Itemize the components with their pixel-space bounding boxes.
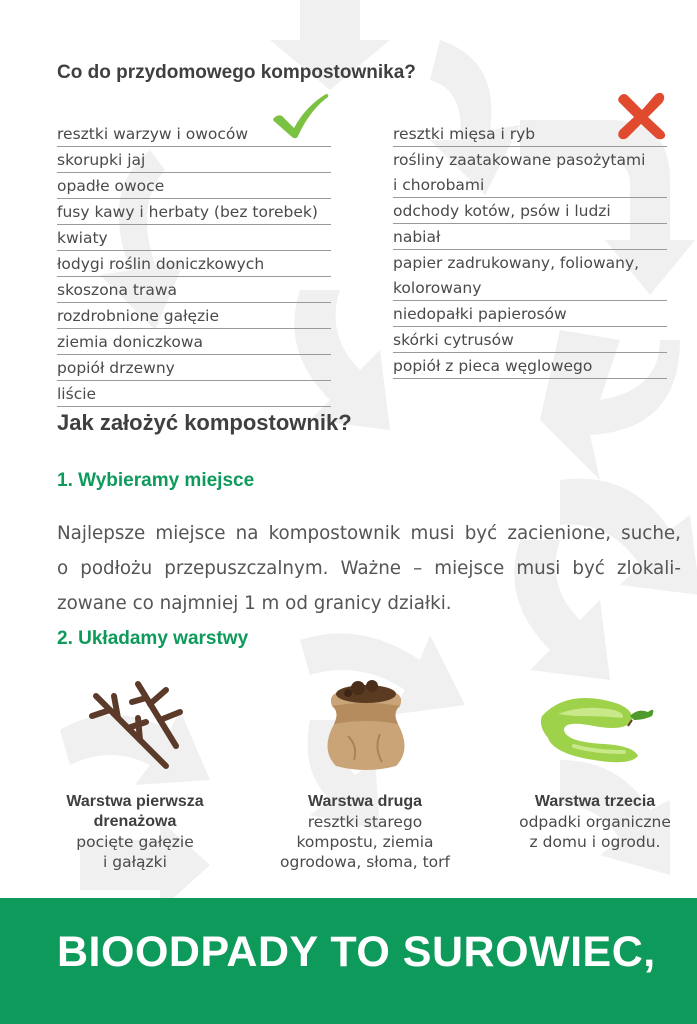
list-item: rozdrobnione gałęzie — [57, 303, 331, 329]
layer-desc: i gałązki — [103, 853, 167, 871]
layer-caption-3 — [485, 792, 697, 852]
list-item: liście — [57, 381, 331, 407]
layer-desc: ogrodowa, słoma, torf — [280, 853, 450, 871]
section-title-what-to-compost: Co do przydomowego kompostownika? — [57, 62, 416, 83]
layer-title: Warstwa pierwsza — [66, 793, 204, 810]
list-item: kwiaty — [57, 225, 331, 251]
step1-title: 1. Wybieramy miejsce — [57, 470, 255, 491]
layer-title: Warstwa druga — [307, 793, 423, 810]
banner-headline: BIOODPADY TO SUROWIEC, — [57, 928, 656, 976]
layer-desc: resztki starego — [307, 813, 423, 831]
layer-caption-1 — [25, 792, 245, 872]
layer-desc: z domu i ogrodu. — [529, 833, 661, 851]
layer-caption-2 — [255, 792, 475, 872]
step1-paragraph — [57, 516, 681, 621]
list-item: popiół z pieca węglowego — [393, 353, 667, 379]
layer-desc: kompostu, ziemia — [296, 833, 434, 851]
layer-desc: pocięte gałęzie — [76, 833, 194, 851]
list-item: rośliny zaatakowane pasożytami — [393, 151, 646, 169]
paragraph-line: Najlepsze miejsce na kompostownik musi być zacienione, suche, — [57, 523, 681, 544]
list-item: popiół drzewny — [57, 355, 331, 381]
list-item: łodygi roślin doniczkowych — [57, 251, 331, 277]
list-item: nabiał — [393, 224, 667, 250]
list-item: niedopałki papierosów — [393, 301, 667, 327]
list-item: resztki warzyw i owoców — [57, 121, 331, 147]
list-item: skoszona trawa — [57, 277, 331, 303]
layer-desc: odpadki organiczne — [519, 813, 671, 831]
non-compostable-list — [393, 121, 667, 379]
layer-title: Warstwa trzecia — [534, 793, 656, 810]
compostable-list — [57, 121, 331, 407]
list-item: papier zadrukowany, foliowany, — [393, 254, 640, 272]
list-item: ziemia doniczkowa — [57, 329, 331, 355]
layer-title: drenażowa — [93, 813, 177, 830]
list-item: skorupki jaj — [57, 147, 331, 173]
paragraph-line: o podłożu przepuszczalnym. Ważne – miejsce musi być zlokali- — [57, 558, 681, 579]
compost-sack-icon — [318, 676, 414, 772]
apple-peel-icon — [534, 686, 658, 766]
step2-title: 2. Układamy warstwy — [57, 628, 249, 649]
section-title-how-to-build: Jak założyć kompostownik? — [57, 410, 352, 435]
branches-icon — [88, 676, 184, 772]
list-item: odchody kotów, psów i ludzi — [393, 198, 667, 224]
list-item: skórki cytrusów — [393, 327, 667, 353]
list-item: kolorowany — [393, 275, 667, 301]
paragraph-line: zowane co najmniej 1 m od granicy działki. — [57, 593, 452, 614]
list-item: i chorobami — [393, 172, 667, 198]
list-item: fusy kawy i herbaty (bez torebek) — [57, 199, 331, 225]
list-item: opadłe owoce — [57, 173, 331, 199]
list-item: resztki mięsa i ryb — [393, 121, 667, 147]
